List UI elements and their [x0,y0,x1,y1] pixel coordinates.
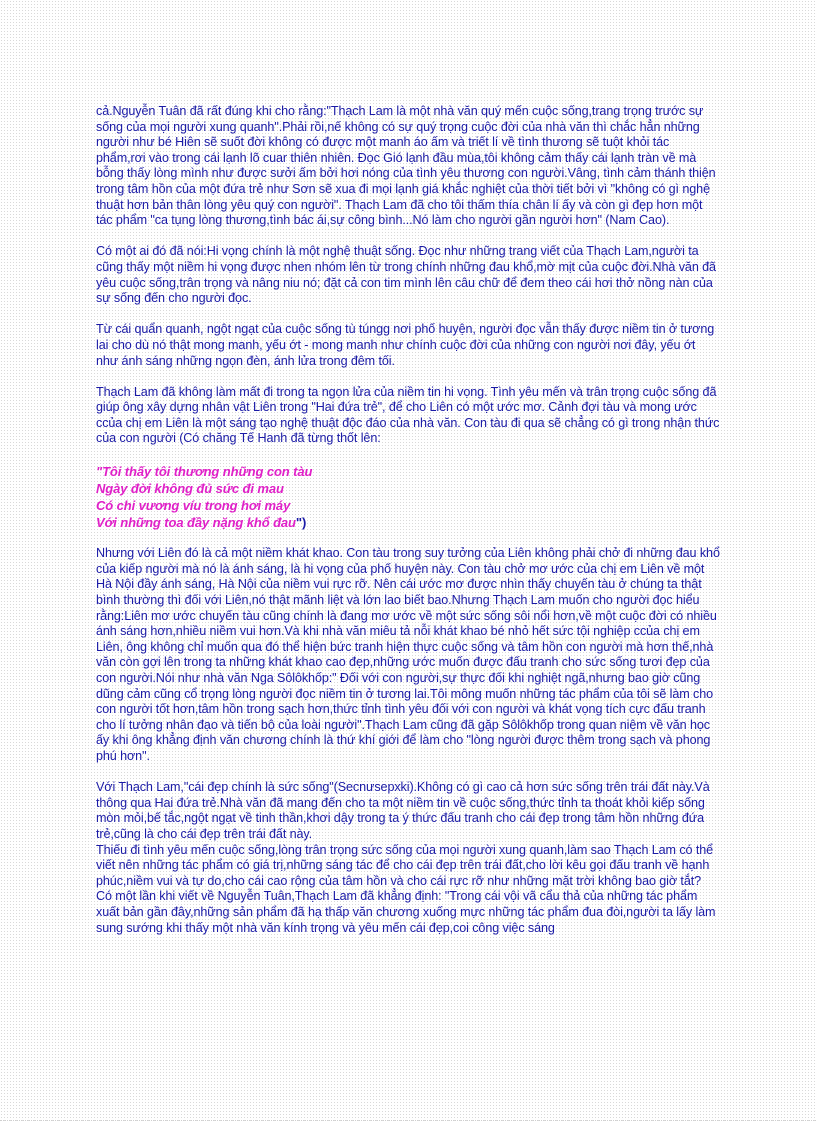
paragraph-6: Với Thạch Lam,"cái đẹp chính là sức sống"(Secnưsepxki).Không có gì cao cả hơn sức sống trên trái đất này.Và thông qua Hai đứa trẻ.Nhà văn đã mang đến cho ta một niềm tin về cuộc sống,thức tỉnh ta thoát khỏi kiếp sống mòn mỏi,bế tắc,ngột ngạt về tinh thần,khơi dậy trong ta ý thức đấu tranh cho cái đẹp trong tâm hồn những đứa trẻ,cũng là cho cái đẹp trên trái đất này. [96,780,710,841]
paragraph-3: Từ cái quẩn quanh, ngột ngạt của cuộc sống tù túngg nơi phố huyện, người đọc vẫn thấy được niềm tin ở tương lai cho dù nó thật mong manh, yếu ớt - mong manh như chính cuộc đời của những con người nơi đây, yếu ớt như ánh sáng những ngọn đèn, ánh lửa trong đêm tối. [96,322,715,368]
poem-line-2: Ngày đời không đủ sức đi mau [96,480,284,496]
paragraph-1: cả.Nguyễn Tuân đã rất đúng khi cho rằng:"Thạch Lam là một nhà văn quý mến cuộc sống,trang trọng trước sự sống của mọi người xung quanh".Phải rồi,nế không có sự quý trọng cuộc đời của nhà văn thì chắc hẳn những người như bé Hiên sẽ suốt đời không có được một manh áo ấm và triết lí về tình thương sẽ tuột khỏi tác phẩm,rơi vào trong cái lạnh lõ cuar thiên nhiên. Đọc Gió lạnh đầu mùa,tôi không cảm thấy cái lạnh tràn về mà bỗng thấy lòng mình như được sưởi ấm bởi hơi nóng của tình yêu thương con người.Vâng, tình cảm thánh thiện trong tâm hồn của một đứa trẻ như Sơn sẽ xua đi mọi lạnh giá khắc nghiệt của thời tiết bởi vì "không có gì nghệ thuật hơn bản thân lòng yêu quý con người". Thạch Lam đã cho tôi thấm thía chân lí ấy và còn gì đẹp hơn một tác phẩm "ca tụng lòng thương,tình bác ái,sự công bình...Nó làm cho người gần người hơn" (Nam Cao). [96,104,716,228]
poem-close-quote: ") [295,514,307,530]
page-bottom-rule [0,1120,816,1122]
document-body [96,104,720,936]
poem-line-4-wrap [96,514,720,531]
paragraph-2: Có một ai đó đã nói:Hi vọng chính là một nghệ thuật sống. Đọc như những trang viết của Thạch Lam,người ta cũng thấy một niềm hi vọng được nhen nhóm lên từ trong chính những đau khổ,mờ mịt của cuộc đời.Nhà văn đã yêu cuộc sống,trân trọng và nâng niu nó; đặt cả con tim mình lên câu chữ để đem theo cái hơi thở nồng nàn của sự sống đến cho người đọc. [96,244,716,306]
paragraph-7: Thiếu đi tình yêu mến cuộc sống,lòng trân trọng sức sống của mọi người xung quanh,làm sao Thạch Lam có thể viết nên những tác phẩm có giá trị,những sáng tác để cho cái đẹp trên trái đất,cho lời kêu gọi đấu tranh về hạnh phúc,niềm vui và tự do,cho cái cao rộng của tâm hồn và cho cái rực rỡ như những mặt trời không bao giờ tắt? [96,842,714,888]
poem-line-4: Với những toa đầy nặng khổ đau [96,514,296,530]
poem-line-1: "Tôi thấy tôi thương những con tàu [96,463,313,479]
paragraph-5: Nhưng với Liên đó là cả một niềm khát khao. Con tàu trong suy tưởng của Liên không phải chở đi những đau khổ của kiếp người mà nó là ánh sáng, là hi vọng của phố huyện này. Con tàu chở mơ ước của chị em Liên về một Hà Nội đầy ánh sáng, Hà Nội của niềm vui rực rỡ. Nên cái ước mơ được nhìn thấy chuyến tàu ở chúng ta thật bình thường thì đối với Liên,nó thật mãnh liệt và lớn lao biết bao.Nhưng Thạch Lam muốn cho người đọc hiểu rằng:Liên mơ ước chuyến tàu cũng chính là đang mơ ước về một sức sống sôi nổi hơn,về một cuộc đời có nhiều ánh sáng hơn,nhiều niềm vui hơn.Và khi nhà văn miêu tả nỗi khát khao bé nhỏ hết sức tội nghiệp ccủa chị em Liên, ông không chỉ muốn qua đó thể hiện bức tranh hiện thực cuộc sống và tâm hồn con người mà hơn thế,nhà văn còn gợi lên trong ta những khát khao cao đẹp,những ước muốn được đấu tranh cho sức sống tươi đẹp của con người.Nói như nhà văn Nga Sôlôkhốp:" Đối với con người,sự thực đối khi nghiệt ngã,nhưng bao giờ cũng dũng cảm cũng cổ trọng lòng người đọc niềm tin ở tương lai.Tôi mông muốn những tác phẩm của tôi sẽ làm cho con người tốt hơn,tâm hồn trong sạch hơn,thức tỉnh tình yêu đối với con người và khát vọng tích cực đấu tranh cho lí tưởng nhân đạo và tiến bộ của loài người".Thạch Lam cũng đã gặp Sôlôkhốp trong quan niệm về văn học ấy khi ông khẳng định văn chương chính là thứ khí giới để làm cho "lòng người được thêm trong sạch và phong phú hơn". [96,546,720,763]
paragraph-8: Có một lần khi viết về Nguyễn Tuân,Thạch Lam đã khẳng định: "Trong cái vội vã cẩu thả của những tác phẩm xuất bản gần đây,những sản phẩm đã hạ thấp văn chương xuống mực những tác phẩm đua đòi,người ta lấy làm sung sướng khi thấy một nhà văn kính trọng và yêu mến cái đẹp,coi công việc sáng [96,889,716,935]
poem-line-3: Có chi vương víu trong hơi máy [96,497,291,513]
poem-quote [96,463,720,531]
paragraph-4: Thạch Lam đã không làm mất đi trong ta ngọn lửa của niềm tin hi vọng. Tình yêu mến và trân trọng cuộc sống đã giúp ông xây dựng nhân vật Liên trong "Hai đứa trẻ", để cho Liên có một ước mơ. Cảnh đợi tàu và mong ước ccủa chị em Liên là một sáng tạo nghệ thuật độc đáo của nhà văn. Con tàu đi qua sẽ chẳng có gì trong nhận thức của con người (Có chăng Tế Hanh đã từng thốt lên: [96,384,720,446]
